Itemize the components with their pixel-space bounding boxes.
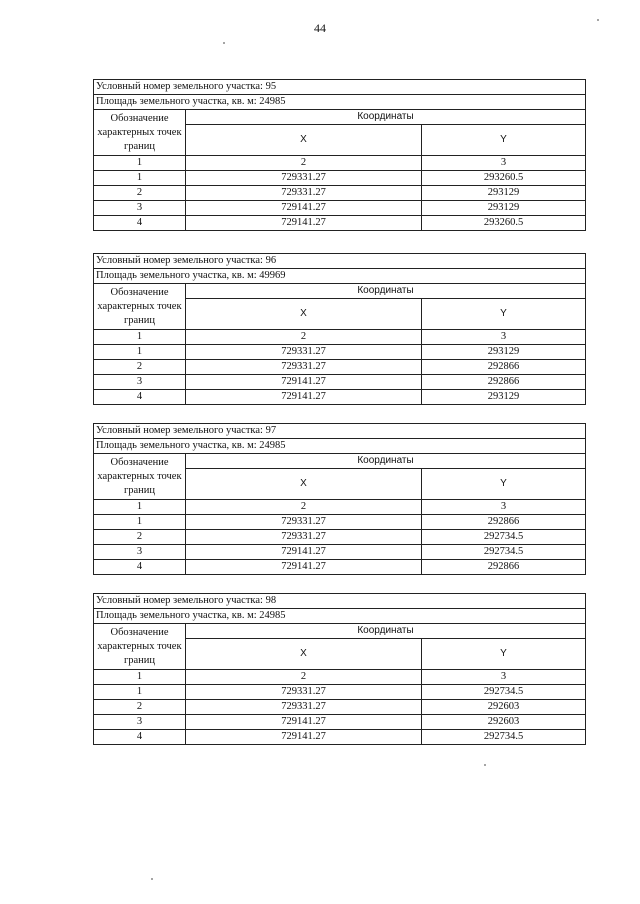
x-cell: 729141.27 bbox=[186, 560, 422, 575]
parcel-number-label: Условный номер земельного участка: bbox=[96, 594, 266, 606]
y-cell: 292866 bbox=[422, 375, 586, 390]
coordinates-table bbox=[93, 253, 586, 405]
x-cell: 729141.27 bbox=[186, 201, 422, 216]
point-cell: 4 bbox=[94, 560, 186, 575]
column-number-1: 1 bbox=[94, 670, 186, 685]
y-cell: 293129 bbox=[422, 186, 586, 201]
parcel-number-cell bbox=[94, 424, 586, 439]
column-number-2: 2 bbox=[186, 500, 422, 515]
point-cell: 1 bbox=[94, 345, 186, 360]
coordinates-header: Координаты bbox=[186, 624, 586, 639]
parcel-area-cell bbox=[94, 95, 586, 110]
parcel-area-row bbox=[94, 269, 586, 284]
parcel-number-label: Условный номер земельного участка: bbox=[96, 424, 266, 436]
y-cell: 293129 bbox=[422, 390, 586, 405]
scan-speck bbox=[597, 19, 599, 21]
parcel-number-cell bbox=[94, 80, 586, 95]
table-row bbox=[94, 545, 586, 560]
page-number: 44 bbox=[314, 21, 326, 35]
column-number-2: 2 bbox=[186, 330, 422, 345]
column-number-row bbox=[94, 330, 586, 345]
parcel-number-cell bbox=[94, 254, 586, 269]
table-row bbox=[94, 186, 586, 201]
point-designation-header: Обозначение характерных точек границ bbox=[94, 284, 186, 330]
table-row bbox=[94, 201, 586, 216]
parcel-area-label: Площадь земельного участка, кв. м: bbox=[96, 609, 260, 621]
y-header: Y bbox=[422, 125, 586, 156]
table-row bbox=[94, 715, 586, 730]
point-cell: 3 bbox=[94, 375, 186, 390]
scan-speck bbox=[223, 42, 225, 44]
parcel-area-label: Площадь земельного участка, кв. м: bbox=[96, 269, 260, 281]
point-cell: 2 bbox=[94, 360, 186, 375]
scan-speck bbox=[151, 878, 153, 880]
point-designation-header: Обозначение характерных точек границ bbox=[94, 454, 186, 500]
parcel-block-96 bbox=[93, 253, 585, 405]
x-cell: 729141.27 bbox=[186, 715, 422, 730]
x-header: X bbox=[186, 299, 422, 330]
x-cell: 729331.27 bbox=[186, 700, 422, 715]
scan-speck bbox=[484, 764, 486, 766]
table-row bbox=[94, 560, 586, 575]
parcel-number-value: 96 bbox=[265, 254, 277, 266]
y-cell: 292603 bbox=[422, 715, 586, 730]
column-number-1: 1 bbox=[94, 500, 186, 515]
point-cell: 2 bbox=[94, 700, 186, 715]
column-number-3: 3 bbox=[422, 500, 586, 515]
y-cell: 292866 bbox=[422, 360, 586, 375]
parcel-area-value: 24985 bbox=[259, 609, 286, 621]
coordinates-table bbox=[93, 423, 586, 575]
point-cell: 2 bbox=[94, 186, 186, 201]
table-row bbox=[94, 171, 586, 186]
y-header: Y bbox=[422, 299, 586, 330]
x-cell: 729331.27 bbox=[186, 515, 422, 530]
parcel-area-value: 24985 bbox=[259, 439, 286, 451]
table-row bbox=[94, 345, 586, 360]
parcel-block-98 bbox=[93, 593, 585, 745]
coordinates-table bbox=[93, 593, 586, 745]
parcel-number-value: 95 bbox=[265, 80, 277, 92]
point-cell: 3 bbox=[94, 715, 186, 730]
y-cell: 292734.5 bbox=[422, 545, 586, 560]
y-header: Y bbox=[422, 639, 586, 670]
table-row bbox=[94, 530, 586, 545]
table-row bbox=[94, 390, 586, 405]
parcel-number-value: 98 bbox=[265, 594, 277, 606]
column-number-3: 3 bbox=[422, 156, 586, 171]
table-header-row bbox=[94, 624, 586, 639]
coordinates-header: Координаты bbox=[186, 454, 586, 469]
column-number-2: 2 bbox=[186, 670, 422, 685]
x-header: X bbox=[186, 125, 422, 156]
column-number-3: 3 bbox=[422, 670, 586, 685]
table-header-row bbox=[94, 454, 586, 469]
x-cell: 729141.27 bbox=[186, 390, 422, 405]
parcel-number-row bbox=[94, 80, 586, 95]
x-cell: 729331.27 bbox=[186, 171, 422, 186]
y-cell: 292866 bbox=[422, 560, 586, 575]
table-row bbox=[94, 730, 586, 745]
parcel-number-row bbox=[94, 594, 586, 609]
table-header-row bbox=[94, 284, 586, 299]
parcel-area-value: 49969 bbox=[259, 269, 286, 281]
y-cell: 292866 bbox=[422, 515, 586, 530]
y-cell: 293129 bbox=[422, 201, 586, 216]
parcel-area-label: Площадь земельного участка, кв. м: bbox=[96, 95, 260, 107]
parcel-block-95 bbox=[93, 79, 585, 231]
coordinates-header: Координаты bbox=[186, 284, 586, 299]
y-cell: 292734.5 bbox=[422, 730, 586, 745]
parcel-number-cell bbox=[94, 594, 586, 609]
y-cell: 292734.5 bbox=[422, 685, 586, 700]
point-cell: 3 bbox=[94, 201, 186, 216]
column-number-2: 2 bbox=[186, 156, 422, 171]
y-cell: 292603 bbox=[422, 700, 586, 715]
column-number-1: 1 bbox=[94, 330, 186, 345]
parcel-number-row bbox=[94, 254, 586, 269]
parcel-area-row bbox=[94, 609, 586, 624]
parcel-number-label: Условный номер земельного участка: bbox=[96, 254, 266, 266]
parcel-number-value: 97 bbox=[265, 424, 277, 436]
column-number-3: 3 bbox=[422, 330, 586, 345]
parcel-number-label: Условный номер земельного участка: bbox=[96, 80, 266, 92]
point-cell: 4 bbox=[94, 730, 186, 745]
parcel-area-row bbox=[94, 439, 586, 454]
column-number-row bbox=[94, 500, 586, 515]
table-row bbox=[94, 700, 586, 715]
y-header: Y bbox=[422, 469, 586, 500]
column-number-row bbox=[94, 670, 586, 685]
x-cell: 729141.27 bbox=[186, 375, 422, 390]
parcel-area-value: 24985 bbox=[259, 95, 286, 107]
table-header-row bbox=[94, 110, 586, 125]
parcel-area-cell bbox=[94, 269, 586, 284]
table-row bbox=[94, 515, 586, 530]
x-cell: 729141.27 bbox=[186, 216, 422, 231]
x-cell: 729331.27 bbox=[186, 360, 422, 375]
parcel-area-label: Площадь земельного участка, кв. м: bbox=[96, 439, 260, 451]
point-cell: 4 bbox=[94, 390, 186, 405]
parcel-number-row bbox=[94, 424, 586, 439]
x-header: X bbox=[186, 639, 422, 670]
point-cell: 4 bbox=[94, 216, 186, 231]
x-cell: 729331.27 bbox=[186, 530, 422, 545]
table-row bbox=[94, 216, 586, 231]
table-row bbox=[94, 685, 586, 700]
y-cell: 293129 bbox=[422, 345, 586, 360]
y-cell: 293260.5 bbox=[422, 171, 586, 186]
table-row bbox=[94, 375, 586, 390]
coordinates-table bbox=[93, 79, 586, 231]
x-cell: 729331.27 bbox=[186, 345, 422, 360]
point-cell: 3 bbox=[94, 545, 186, 560]
point-designation-header: Обозначение характерных точек границ bbox=[94, 110, 186, 156]
point-designation-header: Обозначение характерных точек границ bbox=[94, 624, 186, 670]
parcel-area-cell bbox=[94, 439, 586, 454]
y-cell: 293260.5 bbox=[422, 216, 586, 231]
x-header: X bbox=[186, 469, 422, 500]
parcel-block-97 bbox=[93, 423, 585, 575]
point-cell: 1 bbox=[94, 685, 186, 700]
x-cell: 729331.27 bbox=[186, 186, 422, 201]
point-cell: 1 bbox=[94, 515, 186, 530]
y-cell: 292734.5 bbox=[422, 530, 586, 545]
point-cell: 2 bbox=[94, 530, 186, 545]
point-cell: 1 bbox=[94, 171, 186, 186]
parcel-area-row bbox=[94, 95, 586, 110]
table-row bbox=[94, 360, 586, 375]
column-number-1: 1 bbox=[94, 156, 186, 171]
x-cell: 729331.27 bbox=[186, 685, 422, 700]
x-cell: 729141.27 bbox=[186, 730, 422, 745]
column-number-row bbox=[94, 156, 586, 171]
coordinates-header: Координаты bbox=[186, 110, 586, 125]
parcel-area-cell bbox=[94, 609, 586, 624]
x-cell: 729141.27 bbox=[186, 545, 422, 560]
